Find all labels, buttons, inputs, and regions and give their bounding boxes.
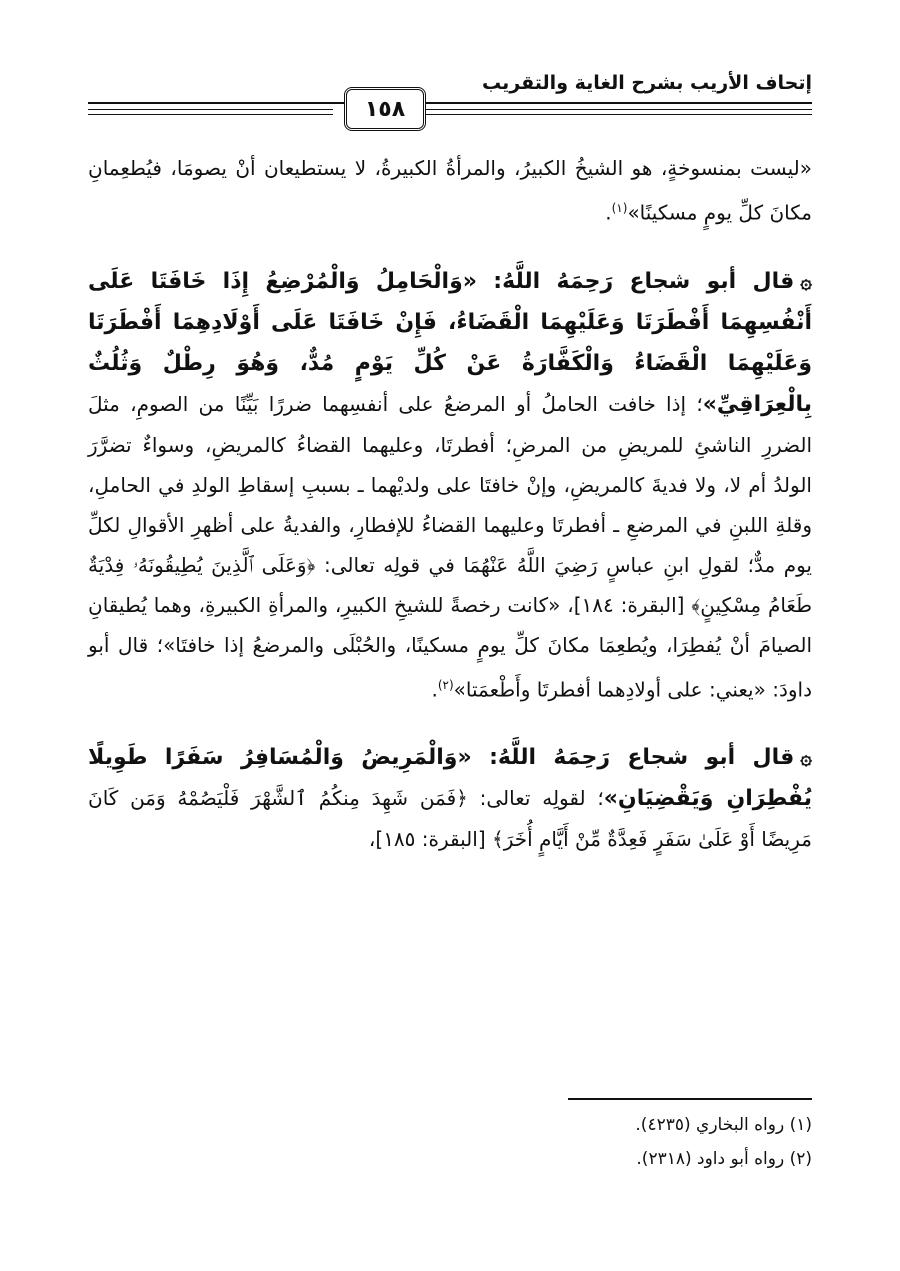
matn-text: قال أبو شجاع رَحِمَهُ اللَّهُ: «وَالْحَامِلُ وَالْمُرْضِعُ إِذَا خَافَتَا عَلَى أَنْفُسِهِمَا أَفْطَرَتَا وَعَلَيْهِمَا الْقَضَاءُ، فَإِنْ خَافَتَا عَلَى أَوْلَادِهِمَا أَفْطَرَتَا وَعَلَيْهِمَا الْقَضَاءُ وَالْكَفَّارَةُ عَنْ كُلِّ يَوْمٍ مُدٌّ، وَهُوَ رِطْلٌ وَثُلُثٌ بِالْعِرَاقِيِّ» [88,268,812,417]
commentary-text: ؛ لقولِه تعالى: ﴿فَمَن شَهِدَ مِنكُمُ ٱلشَّهْرَ فَلْيَصُمْهُ وَمَن كَانَ مَرِيضًا أَوْ عَلَىٰ سَفَرٍ فَعِدَّةٌ مِّنْ أَيَّامٍ أُخَرَ﴾ [البقرة: ١٨٥]، [88,786,812,852]
header-rule-right-1 [417,109,812,110]
page-number: ١٥٨ [344,87,426,131]
quote-text: «ليست بمنسوخةٍ، هو الشيخُ الكبيرُ، والمرأةُ الكبيرةُ، لا يستطيعان أنْ يصومَا، فيُطعِمانِ مكانَ كلِّ يومٍ مسكينًا» [88,156,812,225]
commentary-text: ؛ إذا خافت الحاملُ أو المرضعُ على أنفسِهما ضررًا بَيِّنًا من الصومِ، مثلَ الضررِ الناشئِ للمريضِ من المرضِ؛ أفطرتَا، وعليهما القضاءُ كالمريضِ، وسواءٌ تضرَّرَ الولدُ أم لا، ولا فديةَ كالمريضِ، وإنْ خافتَا على ولديْهما ـ بسببِ إسقاطِ الولدِ في الحاملِ، وقلةِ اللبنِ في المرضعِ ـ أفطرتَا وعليهما القضاءُ للإفطارِ، والفديةُ على أظهرِ الأقوالِ لكلِّ يوم مدٌّ؛ لقولِ ابنِ عباسٍ رَضِيَ اللَّهُ عَنْهُمَا في قولِه تعالى: ﴿وَعَلَى ٱلَّذِينَ يُطِيقُونَهُۥ فِدْيَةٌ طَعَامُ مِسْكِينٍ﴾ [البقرة: ١٨٤]، «كانت رخصةً للشيخِ الكبيرِ، والمرأةِ الكبيرةِ، وهما يُطيقانِ الصيامَ أنْ يُفطِرَا، ويُطعِمَا مكانَ كلِّ يومٍ مسكينًا، والحُبْلَى والمرضعُ إذا خافتَا»؛ قال أبو داودَ: «يعني: على أولادِهما أفطرتَا وأَطْعمَتا» [88,391,812,702]
header-rule-right-2 [417,114,812,115]
footnote-2: (٢) رواه أبو داود (٢٣١٨). [636,1149,812,1169]
footnote-1: (١) رواه البخاري (٤٢٣٥). [635,1115,812,1135]
paragraph-2 [88,261,812,710]
footnotes [88,1108,812,1176]
section-marker-icon: ۞ [800,268,812,293]
header-rule [88,102,812,104]
running-title: إتحاف الأريب بشرح الغاية والتقريب [482,72,812,94]
footnote-ref-1: (١) [611,201,628,215]
section-marker-icon: ۞ [800,745,812,770]
matn-text: قال أبو شجاع رَحِمَهُ اللَّهُ: «وَالْمَرِيضُ وَالْمُسَافِرُ سَفَرًا طَوِيلًا يُفْطِرَانِ وَيَقْضِيَانِ» [88,745,812,812]
period: . [605,200,612,225]
footnote-ref-2: (٢) [437,677,454,692]
page-header [88,60,812,130]
period: . [431,677,438,702]
header-rule-left-1 [88,109,333,110]
paragraph-1 [88,148,812,233]
footnote-separator [568,1098,812,1100]
header-rule-left-2 [88,114,333,115]
main-text [88,148,812,859]
paragraph-3 [88,737,812,859]
